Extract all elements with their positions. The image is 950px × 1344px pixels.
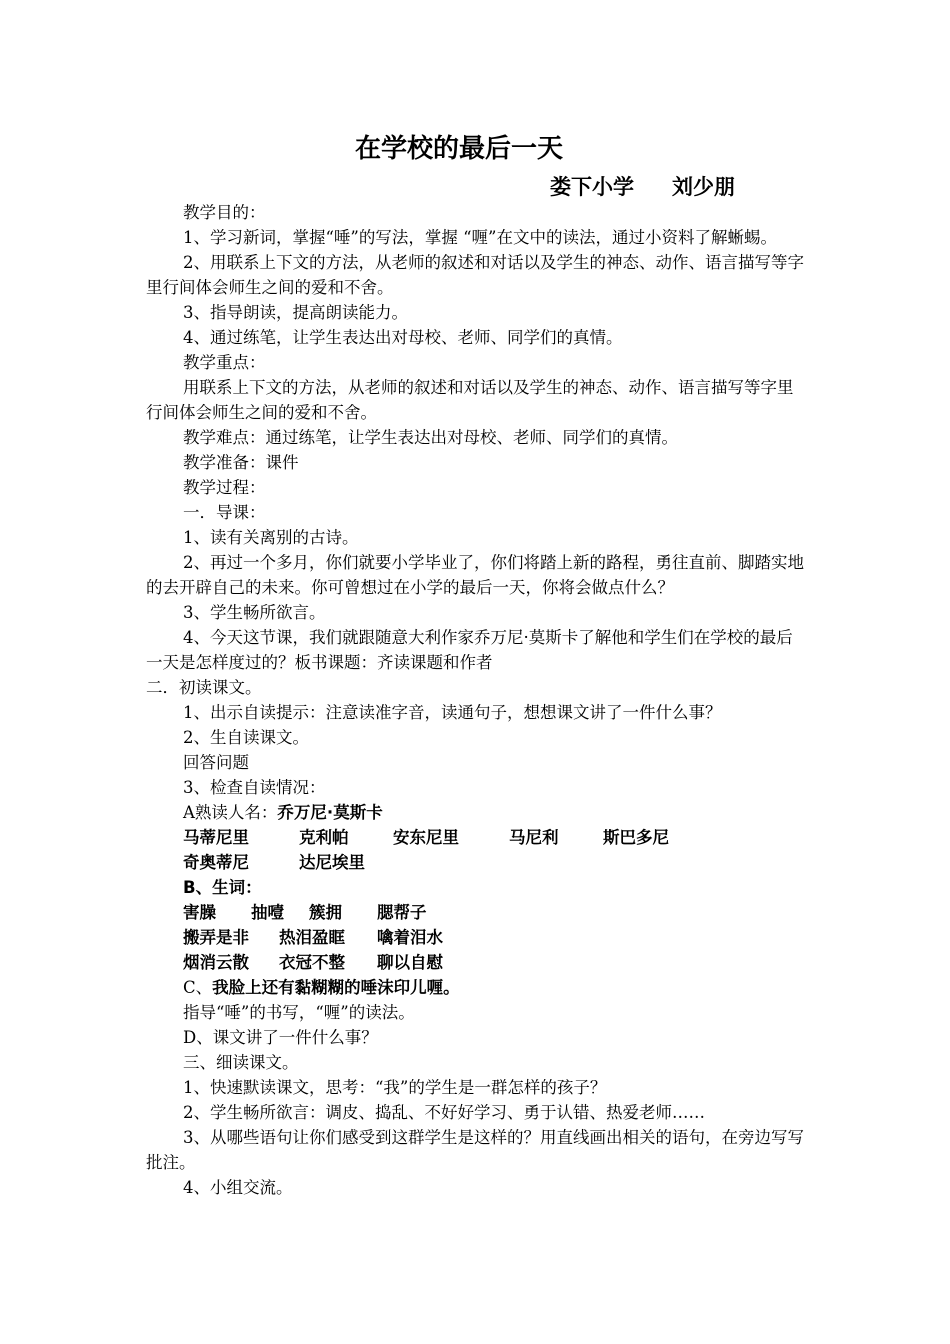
paragraph: 教学重点： xyxy=(183,353,266,372)
words-label: B、生词： xyxy=(183,878,262,897)
paragraph: 教学目的： xyxy=(183,203,266,222)
paragraph: 教学难点：通过练笔，让学生表达出对母校、老师、同学们的真情。 xyxy=(183,428,678,447)
word-item: 聊以自慰 xyxy=(377,953,443,972)
paragraph: 3、学生畅所欲言。 xyxy=(183,603,326,622)
paragraph: 3、检查自读情况： xyxy=(183,778,326,797)
words-row xyxy=(146,900,808,925)
words-row xyxy=(146,925,808,950)
names-row xyxy=(146,825,808,850)
word-item: 抽噎 xyxy=(251,903,284,922)
paragraph: 1、出示自读提示：注意读准字音，读通句子，想想课文讲了一件什么事？ xyxy=(183,703,722,722)
word-item: 烟消云散 xyxy=(183,953,249,972)
paragraph: 指导“唾”的书写，“喱”的读法。 xyxy=(183,1003,415,1022)
word-item: 腮帮子 xyxy=(377,903,427,922)
paragraph: 用联系上下文的方法，从老师的叙述和对话以及学生的神态、动作、语言描写等字里行间体会师生之间的爱和不舍。 xyxy=(146,378,794,422)
paragraph: 4、今天这节课，我们就跟随意大利作家乔万尼·莫斯卡了解他和学生们在学校的最后一天是怎样度过的？板书课题：齐读课题和作者 xyxy=(146,628,793,672)
name-item: 马尼利 xyxy=(509,828,559,847)
document-body xyxy=(146,200,808,1200)
name-item: 奇奥蒂尼 xyxy=(183,853,249,872)
paragraph: 2、学生畅所欲言：调皮、捣乱、不好好学习、勇于认错、热爱老师…… xyxy=(183,1103,705,1122)
paragraph: 教学过程： xyxy=(183,478,266,497)
author-name: 刘少朋 xyxy=(672,175,735,199)
paragraph: 2、生自读课文。 xyxy=(183,728,309,747)
paragraph: D、课文讲了一件什么事？ xyxy=(183,1028,378,1047)
paragraph: 教学准备：课件 xyxy=(183,453,299,472)
word-item: 簇拥 xyxy=(309,903,342,922)
name-item: 马蒂尼里 xyxy=(183,828,249,847)
words-row xyxy=(146,950,808,975)
paragraph: 2、用联系上下文的方法，从老师的叙述和对话以及学生的神态、动作、语言描写等字里行间体会师生之间的爱和不舍。 xyxy=(146,253,804,297)
sentence-label: C、 xyxy=(183,978,213,997)
paragraph: 回答问题 xyxy=(183,753,249,772)
word-item: 害臊 xyxy=(183,903,216,922)
section-heading: 二．初读课文。 xyxy=(146,678,262,697)
name-highlight: 乔万尼·莫斯卡 xyxy=(277,803,383,822)
author-line xyxy=(550,172,735,202)
doc-title: 在学校的最后一天 xyxy=(354,134,563,164)
section-heading: 三、细读课文。 xyxy=(183,1053,299,1072)
word-item: 搬弄是非 xyxy=(183,928,249,947)
sentence-highlight: 我脸上还有黏糊糊的唾沫印儿喱。 xyxy=(212,978,460,997)
paragraph: 2、再过一个多月，你们就要小学毕业了，你们将踏上新的路程，勇往直前、脚踏实地的去开辟自己的未来。你可曾想过在小学的最后一天，你将会做点什么？ xyxy=(146,553,804,597)
names-line xyxy=(146,800,808,825)
paragraph: 3、指导朗读，提高朗读能力。 xyxy=(183,303,408,322)
names-row xyxy=(146,850,808,875)
name-item: 斯巴多尼 xyxy=(603,828,669,847)
paragraph: 4、通过练笔，让学生表达出对母校、老师、同学们的真情。 xyxy=(183,328,623,347)
paragraph: 1、读有关离别的古诗。 xyxy=(183,528,359,547)
word-item: 衣冠不整 xyxy=(279,953,345,972)
sentence-line xyxy=(146,975,808,1000)
name-item: 达尼埃里 xyxy=(299,853,365,872)
paragraph: 一．导课： xyxy=(183,503,266,522)
word-item: 热泪盈眶 xyxy=(279,928,345,947)
paragraph: 3、从哪些语句让你们感受到这群学生是这样的？用直线画出相关的语句，在旁边写写批注。 xyxy=(146,1128,804,1172)
paragraph: 1、快速默读课文，思考：“我”的学生是一群怎样的孩子？ xyxy=(183,1078,607,1097)
paragraph: 1、学习新词，掌握“唾”的写法，掌握 “喱”在文中的读法，通过小资料了解蜥蜴。 xyxy=(183,228,777,247)
school-name: 娄下小学 xyxy=(550,175,634,199)
names-label: A熟读人名： xyxy=(183,803,278,822)
paragraph: 4、小组交流。 xyxy=(183,1178,293,1197)
word-item: 噙着泪水 xyxy=(377,928,443,947)
name-item: 安东尼里 xyxy=(393,828,459,847)
name-item: 克利帕 xyxy=(299,828,349,847)
